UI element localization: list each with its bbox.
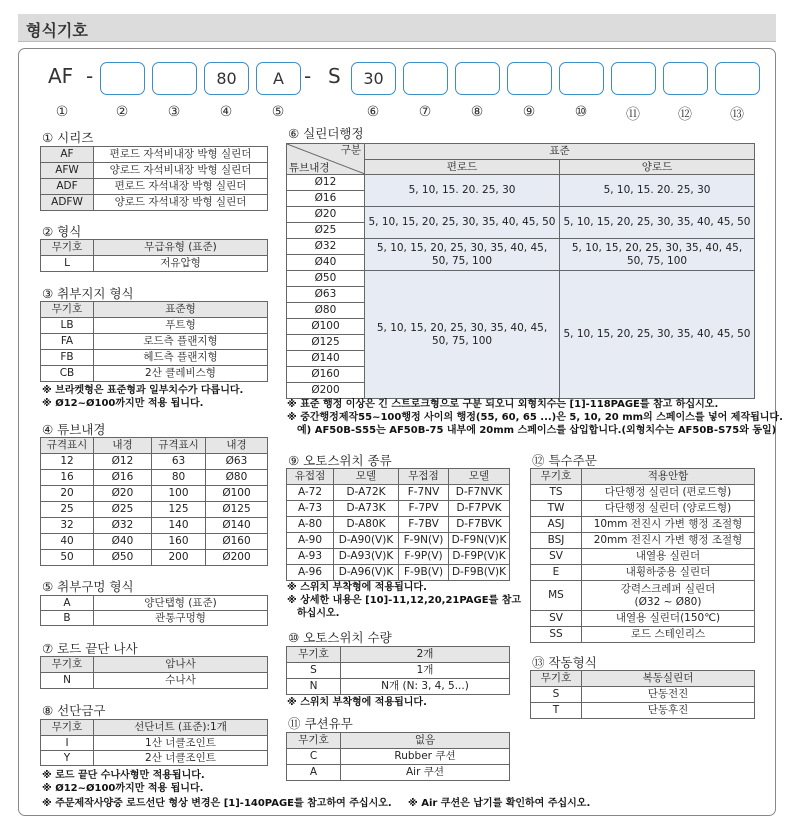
table-row	[41, 596, 268, 611]
stroke-bore: Ø125	[287, 335, 365, 351]
table-cell: Ø63	[206, 454, 268, 470]
code-position-number: ⑨	[522, 104, 536, 120]
table-cell: Ø20	[94, 486, 152, 502]
table-cell: I	[41, 736, 94, 751]
table-cell: D-A72K	[334, 485, 399, 501]
switch-note-3: 하십시오.	[297, 608, 340, 619]
series-desc: 편로드 자석비내장 박형 실린더	[94, 147, 268, 163]
code-box	[455, 62, 500, 95]
table-cell: D-A93(V)K	[334, 549, 399, 565]
table-row	[41, 318, 268, 334]
series-code: AF	[41, 147, 94, 163]
table-row	[41, 502, 268, 518]
table-header-cell: 무기호	[41, 302, 94, 318]
code-position-number: ④	[219, 104, 233, 120]
form-header-code: 무기호	[41, 240, 94, 256]
code-position-number: ⑥	[366, 104, 380, 120]
code-prefix: AF	[48, 64, 74, 88]
table-cell: 63	[152, 454, 206, 470]
table-cell: 1산 너클조인트	[94, 736, 268, 751]
table-cell: A-72	[287, 485, 334, 501]
table-cell: Ø16	[94, 470, 152, 486]
rodtip-note-3: ※ 주문제작사양중 로드선단 형상 변경은 [1]-140PAGE를 참고하여 주십시오.	[42, 798, 392, 809]
table-header-row	[287, 469, 510, 485]
table-cell: A	[287, 765, 341, 781]
table-row	[287, 765, 510, 781]
table-cell: FB	[41, 350, 94, 366]
table-header-cell: 규격표시	[41, 438, 94, 454]
table-row	[287, 517, 510, 533]
table-row	[531, 517, 755, 533]
table-cell: Ø160	[206, 534, 268, 550]
table-cell: Y	[41, 751, 94, 766]
stroke-note-2: ※ 중간행정제작55~100행정 사이의 행정(55, 60, 65 ...)은 5, 10, 20 mm의 스페이스를 넣어 제작됩니다.	[287, 412, 783, 423]
series-desc: 양로드 자석내장 박형 실린더	[94, 195, 268, 211]
special-code: SV	[531, 549, 582, 565]
rodend-header-code: 무기호	[41, 657, 94, 673]
table-cell: 140	[152, 518, 206, 534]
table-cell: 무기호	[531, 671, 582, 687]
table-row	[41, 179, 268, 195]
table-cell: 양단탭형 (표준)	[94, 596, 268, 611]
table-row	[287, 749, 510, 765]
port-table	[40, 595, 268, 626]
code-position-number: ⑧	[470, 104, 484, 120]
special-desc: 다단행정 실린더 (양로드형)	[582, 501, 755, 517]
table-cell: D-F9B(V)K	[449, 565, 510, 581]
table-row	[531, 703, 755, 719]
rodend-cell: N	[41, 673, 94, 689]
stroke-corner-top: 구분	[340, 144, 361, 156]
special-code: BSJ	[531, 533, 582, 549]
stroke-g3-double: 5, 10, 15, 20, 25, 30, 35, 40, 45, 50, 75, 100	[560, 239, 755, 271]
table-header-cell: 무기호	[41, 720, 94, 736]
table-cell: F-7NV	[399, 485, 449, 501]
code-position-number: ③	[167, 104, 181, 120]
rodend-header-desc: 암나사	[94, 657, 268, 673]
switch-qty-note: ※ 스위치 부착형에 적용됩니다.	[287, 697, 427, 708]
stroke-note-1: ※ 표준 행정 이상은 긴 스트로크형으로 구분 되오니 외형치수는 [1]-118PAGE를 참고 하십시오.	[287, 399, 719, 410]
table-row	[531, 533, 755, 549]
table-header-row	[41, 438, 268, 454]
table-cell: Ø32	[94, 518, 152, 534]
special-desc: 10mm 전진시 가변 행정 조절형	[582, 517, 755, 533]
special-table	[530, 468, 755, 643]
code-dash-1: -	[86, 64, 94, 88]
table-cell: A	[41, 596, 94, 611]
table-row	[531, 627, 755, 643]
page-title: 형식기호	[26, 21, 88, 40]
table-cell: D-A96(V)K	[334, 565, 399, 581]
table-row	[287, 733, 510, 749]
series-code: ADF	[41, 179, 94, 195]
table-row	[41, 163, 268, 179]
table-cell: 40	[41, 534, 94, 550]
code-box: 80	[204, 62, 249, 95]
table-cell: D-F7PVK	[449, 501, 510, 517]
table-cell: CB	[41, 366, 94, 382]
table-row	[531, 485, 755, 501]
stroke-g1-single: 5, 10, 15. 20. 25, 30	[365, 175, 560, 207]
stroke-g4-double: 5, 10, 15, 20, 25, 30, 35, 40, 45, 50	[560, 271, 755, 399]
table-cell: A-80	[287, 517, 334, 533]
stroke-bore: Ø100	[287, 319, 365, 335]
port-title: ⑤ 취부구멍 형식	[42, 579, 134, 594]
table-row	[41, 534, 268, 550]
special-code: E	[531, 565, 582, 581]
table-cell: 2개	[341, 647, 510, 663]
stroke-corner-bottom: 튜브내경	[289, 161, 330, 174]
table-cell: Ø40	[94, 534, 152, 550]
table-header-cell: 유접점	[287, 469, 334, 485]
special-ms-line-1: 강력스크레퍼 실린더	[620, 583, 716, 596]
special-desc: 내열용 실린더	[582, 549, 755, 565]
special-code: TW	[531, 501, 582, 517]
series-title: ① 시리즈	[42, 130, 94, 145]
table-row	[531, 469, 755, 485]
bore-table	[40, 437, 268, 566]
table-header-cell: 표준형	[94, 302, 268, 318]
stroke-bore: Ø20	[287, 207, 365, 223]
special-code: MS	[531, 581, 582, 611]
table-cell: LB	[41, 318, 94, 334]
table-row	[287, 679, 510, 695]
table-cell: 푸트형	[94, 318, 268, 334]
rodtip-title: ⑧ 선단금구	[42, 703, 106, 718]
rodend-cell: 수나사	[94, 673, 268, 689]
table-header-cell: 모델	[449, 469, 510, 485]
table-row	[41, 350, 268, 366]
table-cell: Ø100	[206, 486, 268, 502]
code-box	[152, 62, 197, 95]
mount-title: ③ 취부지지 형식	[42, 286, 134, 301]
code-box	[611, 62, 656, 95]
code-s-letter: S	[328, 64, 341, 88]
action-table	[530, 670, 755, 719]
switch-table	[286, 468, 510, 581]
form-title: ② 형식	[42, 224, 82, 239]
table-cell: A-73	[287, 501, 334, 517]
stroke-g2-double: 5, 10, 15, 20, 25, 30, 35, 40, 45, 50	[560, 207, 755, 239]
special-code: SS	[531, 627, 582, 643]
table-row	[531, 549, 755, 565]
code-box: A	[256, 62, 301, 95]
cushion-table	[286, 732, 510, 781]
stroke-bore: Ø40	[287, 255, 365, 271]
code-box	[715, 62, 760, 95]
table-cell: C	[287, 749, 341, 765]
switch-qty-table	[286, 646, 510, 695]
code-position-number: ⑪	[626, 107, 640, 123]
table-row	[41, 550, 268, 566]
table-cell: 단동전진	[582, 687, 755, 703]
series-desc: 편로드 자석내장 박형 실린더	[94, 179, 268, 195]
table-cell: T	[531, 703, 582, 719]
table-cell: 로드측 플랜지형	[94, 334, 268, 350]
table-cell: 2산 클레비스형	[94, 366, 268, 382]
special-code: ASJ	[531, 517, 582, 533]
code-position-number: ⑦	[418, 104, 432, 120]
mount-note-1: ※ 브라켓형은 표준형과 일부치수가 다릅니다.	[42, 385, 244, 396]
special-desc: 적용안함	[582, 469, 755, 485]
table-cell: 100	[152, 486, 206, 502]
rodtip-note-1: ※ 로드 끝단 수나사형만 적용됩니다.	[42, 770, 205, 781]
table-cell: 20	[41, 486, 94, 502]
table-row	[287, 663, 510, 679]
stroke-bore: Ø80	[287, 303, 365, 319]
table-cell: D-A73K	[334, 501, 399, 517]
table-cell: Rubber 쿠션	[341, 749, 510, 765]
table-row	[531, 501, 755, 517]
table-cell: 160	[152, 534, 206, 550]
stroke-title: ⑥ 실린더행정	[288, 126, 364, 141]
stroke-bore: Ø25	[287, 223, 365, 239]
code-dash-2: -	[304, 64, 312, 88]
table-row	[41, 366, 268, 382]
table-cell: D-F7NVK	[449, 485, 510, 501]
stroke-g3-single: 5, 10, 15, 20, 25, 30, 35, 40, 45, 50, 75, 100	[365, 239, 560, 271]
series-table	[40, 146, 268, 211]
special-ms-line-2: (Ø32 ~ Ø80)	[634, 595, 702, 608]
table-cell: D-F9N(V)K	[449, 533, 510, 549]
stroke-bore: Ø160	[287, 367, 365, 383]
series-code: AFW	[41, 163, 94, 179]
page-title-bar	[18, 14, 776, 42]
code-position-number: ①	[55, 104, 69, 120]
table-cell: D-A80K	[334, 517, 399, 533]
table-row	[287, 485, 510, 501]
mount-note-2: ※ Ø12~Ø100까지만 적용 됩니다.	[42, 398, 204, 409]
rodtip-table	[40, 719, 268, 766]
stroke-corner-cell	[287, 144, 365, 175]
table-cell: 80	[152, 470, 206, 486]
special-desc: 20mm 전진시 가변 행정 조절형	[582, 533, 755, 549]
table-cell: Ø200	[206, 550, 268, 566]
table-row	[287, 501, 510, 517]
table-cell: F-7BV	[399, 517, 449, 533]
table-cell: 25	[41, 502, 94, 518]
special-ms-row	[531, 581, 755, 611]
table-cell: B	[41, 611, 94, 626]
table-cell: F-7PV	[399, 501, 449, 517]
stroke-bore: Ø63	[287, 287, 365, 303]
table-row	[531, 565, 755, 581]
table-cell: D-F7BVK	[449, 517, 510, 533]
code-position-number: ⑬	[730, 107, 744, 123]
table-row	[287, 549, 510, 565]
table-row	[41, 611, 268, 626]
rodtip-note-2: ※ Ø12~Ø100까지만 적용 됩니다.	[42, 783, 204, 794]
table-row	[41, 518, 268, 534]
special-code: TS	[531, 485, 582, 501]
form-cell: 저유압형	[94, 256, 268, 272]
stroke-bore: Ø16	[287, 191, 365, 207]
table-row	[41, 470, 268, 486]
table-cell: 16	[41, 470, 94, 486]
bore-title: ④ 튜브내경	[42, 422, 106, 437]
table-cell: 200	[152, 550, 206, 566]
table-cell: Ø50	[94, 550, 152, 566]
form-cell: L	[41, 256, 94, 272]
code-position-number: ⑫	[678, 107, 692, 123]
code-position-number: ⑤	[271, 104, 285, 120]
code-position-number: ②	[115, 104, 129, 120]
table-cell: S	[531, 687, 582, 703]
stroke-bore: Ø140	[287, 351, 365, 367]
special-code: SV	[531, 611, 582, 627]
code-position-number: ⑩	[574, 104, 588, 120]
stroke-header-single: 편로드	[365, 159, 560, 175]
special-desc: 로드 스테인리스	[582, 627, 755, 643]
special-desc: 다단행정 실린더 (편로드형)	[582, 485, 755, 501]
table-header-cell: 규격표시	[152, 438, 206, 454]
stroke-header-double: 양로드	[560, 159, 755, 175]
table-cell: 관통구멍형	[94, 611, 268, 626]
table-row	[531, 671, 755, 687]
table-row	[287, 533, 510, 549]
table-cell: FA	[41, 334, 94, 350]
table-cell: D-A90(V)K	[334, 533, 399, 549]
table-cell: Ø25	[94, 502, 152, 518]
form-table	[40, 239, 268, 272]
table-header-cell: 선단너트 (표준):1개	[94, 720, 268, 736]
table-row	[531, 687, 755, 703]
table-row	[41, 147, 268, 163]
table-row	[41, 736, 268, 751]
table-header-cell: 내경	[94, 438, 152, 454]
table-cell: Air 쿠션	[341, 765, 510, 781]
table-header-cell: 내경	[206, 438, 268, 454]
table-cell: 단동후진	[582, 703, 755, 719]
table-cell: Ø80	[206, 470, 268, 486]
rodtip-note-4: ※ Air 쿠션은 납기를 확인하여 주십시오.	[408, 798, 591, 809]
table-row	[287, 647, 510, 663]
table-row	[531, 611, 755, 627]
table-row	[41, 195, 268, 211]
stroke-g4-single: 5, 10, 15, 20, 25, 30, 35, 40, 45, 50, 75, 100	[365, 271, 560, 399]
stroke-bore: Ø50	[287, 271, 365, 287]
table-cell: A-96	[287, 565, 334, 581]
table-cell: Ø140	[206, 518, 268, 534]
table-cell: 복동실린더	[582, 671, 755, 687]
rodend-table	[40, 656, 268, 689]
action-title: ⑬ 작동형식	[532, 655, 597, 670]
special-title: ⑫ 특수주문	[532, 453, 597, 468]
mount-table	[40, 301, 268, 382]
table-cell: F-9B(V)	[399, 565, 449, 581]
table-cell: A-90	[287, 533, 334, 549]
table-row	[41, 454, 268, 470]
table-cell: Ø125	[206, 502, 268, 518]
special-desc	[582, 581, 755, 611]
table-cell: 125	[152, 502, 206, 518]
table-cell: 50	[41, 550, 94, 566]
switch-note-2: ※ 상세한 내용은 [10]-11,12,20,21PAGE를 참고	[287, 595, 522, 606]
cushion-title: ⑪ 쿠션유무	[288, 716, 353, 731]
stroke-header-std: 표준	[365, 144, 755, 160]
table-row	[41, 334, 268, 350]
table-cell: 헤드측 플랜지형	[94, 350, 268, 366]
code-box	[663, 62, 708, 95]
stroke-bore: Ø32	[287, 239, 365, 255]
table-row	[287, 565, 510, 581]
series-code: ADFW	[41, 195, 94, 211]
switch-title: ⑨ 오토스위치 종류	[288, 453, 392, 468]
stroke-g1-double: 5, 10, 15. 20. 25, 30	[560, 175, 755, 207]
table-cell: F-9P(V)	[399, 549, 449, 565]
table-cell: 1개	[341, 663, 510, 679]
series-desc: 양로드 자석비내장 박형 실린더	[94, 163, 268, 179]
table-cell: N개 (N: 3, 4, 5...)	[341, 679, 510, 695]
table-cell: 무기호	[287, 733, 341, 749]
stroke-bore: Ø200	[287, 383, 365, 399]
code-box	[100, 62, 145, 95]
table-header-cell: 모델	[334, 469, 399, 485]
table-cell: 32	[41, 518, 94, 534]
table-cell: Ø12	[94, 454, 152, 470]
table-row	[41, 751, 268, 766]
stroke-note-3: 예) AF50B-S55는 AF50B-75 내부에 20mm 스페이스를 삽입합니다.(외형치수는 AF50B-S75와 동일)	[297, 425, 777, 436]
special-desc: 내휭하중용 실린더	[582, 565, 755, 581]
stroke-table	[286, 143, 755, 399]
switch-note-1: ※ 스위치 부착형에 적용됩니다.	[287, 582, 427, 593]
rodend-title: ⑦ 로드 끝단 나사	[42, 641, 138, 656]
stroke-g2-single: 5, 10, 15, 20, 25, 30, 35, 40, 45, 50	[365, 207, 560, 239]
table-cell: A-93	[287, 549, 334, 565]
table-cell: 2산 너클조인트	[94, 751, 268, 766]
form-header-desc: 무급유형 (표준)	[94, 240, 268, 256]
code-box: 30	[351, 62, 396, 95]
special-desc: 내열용 실린더(150℃)	[582, 611, 755, 627]
table-row	[41, 486, 268, 502]
table-header-row	[41, 302, 268, 318]
table-cell: 무기호	[287, 647, 341, 663]
table-cell: D-F9P(V)K	[449, 549, 510, 565]
code-box	[559, 62, 604, 95]
table-cell: 12	[41, 454, 94, 470]
code-box	[507, 62, 552, 95]
switch-qty-title: ⑩ 오토스위치 수량	[288, 630, 392, 645]
stroke-bore: Ø12	[287, 175, 365, 191]
table-cell: F-9N(V)	[399, 533, 449, 549]
table-cell: N	[287, 679, 341, 695]
table-cell: S	[287, 663, 341, 679]
code-box	[403, 62, 448, 95]
special-code: 무기호	[531, 469, 582, 485]
table-header-row	[41, 720, 268, 736]
table-header-cell: 무접점	[399, 469, 449, 485]
table-cell: 없음	[341, 733, 510, 749]
